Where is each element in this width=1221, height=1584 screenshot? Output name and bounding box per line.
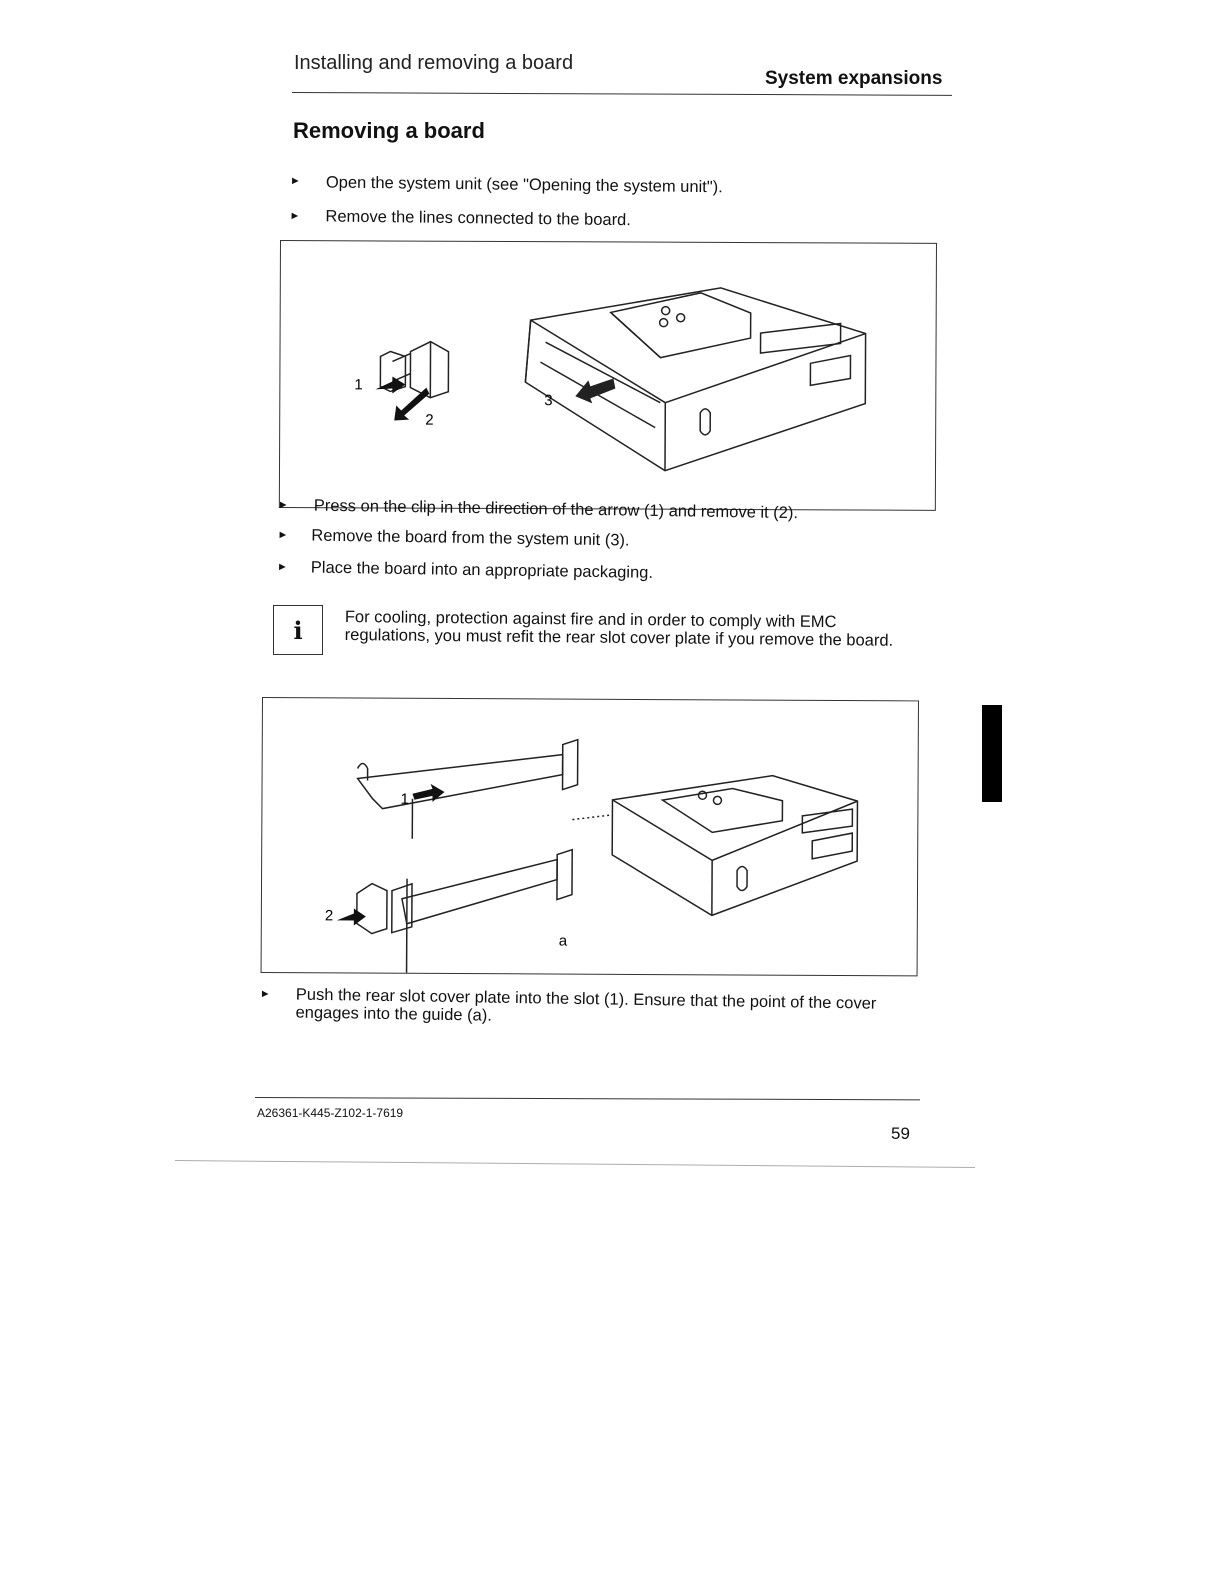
figure-label: 1 — [400, 790, 409, 808]
figure-label: a — [558, 932, 568, 950]
header-chapter-title: System expansions — [765, 68, 943, 89]
list-item — [259, 985, 899, 1031]
footer-rule — [255, 1097, 920, 1100]
page-title: Removing a board — [293, 118, 485, 143]
header-rule — [292, 92, 952, 96]
bullet-arrow-icon: ► — [289, 174, 301, 188]
cover-plate-upper — [357, 754, 562, 810]
chapter-tab-marker — [982, 705, 1002, 802]
cover-plate-lower — [402, 859, 557, 925]
steps-bottom — [259, 985, 899, 1031]
steps-middle — [276, 495, 799, 597]
info-icon — [273, 605, 323, 655]
page-number: 59 — [891, 1124, 910, 1143]
bullet-arrow-icon: ► — [277, 498, 289, 512]
header-section-title: Installing and removing a board — [294, 52, 574, 74]
figure-label: 2 — [425, 411, 434, 429]
document-number: A26361-K445-Z102-1-7619 — [257, 1106, 404, 1120]
bullet-arrow-icon: ► — [277, 528, 289, 542]
step-text: Push the rear slot cover plate into the slot (1). Ensure that the point of the cover engages into the guide (a). — [295, 985, 877, 1025]
figure-label: 1 — [354, 376, 363, 394]
arrow-icon — [394, 388, 429, 421]
figure-remove-board-drawing — [277, 241, 936, 512]
bullet-arrow-icon: ► — [289, 209, 301, 223]
scan-edge-line — [175, 1160, 975, 1168]
figure-refit-cover-plate-drawing — [262, 698, 918, 975]
step-text: Press on the clip in the direction of the arrow (1) and remove it (2). — [313, 496, 799, 523]
figure-remove-board — [279, 240, 937, 511]
figure-label: 3 — [544, 392, 553, 410]
arrow-icon — [337, 908, 366, 925]
list-item — [277, 495, 799, 529]
chassis-outline — [612, 775, 858, 916]
step-text: Open the system unit (see "Opening the system unit"). — [325, 173, 723, 197]
chassis-outline — [525, 287, 866, 471]
steps-top — [289, 172, 723, 248]
list-item — [277, 526, 630, 563]
step-text: Remove the board from the system unit (3). — [311, 526, 630, 550]
info-icon-glyph: i — [293, 615, 303, 645]
step-text: Place the board into an appropriate packaging. — [310, 558, 654, 582]
figure-refit-cover-plate — [261, 697, 919, 976]
bullet-arrow-icon: ► — [276, 560, 288, 574]
arrow-icon — [575, 378, 615, 403]
step-text: Remove the lines connected to the board. — [325, 207, 632, 230]
figure-label: 2 — [324, 907, 334, 925]
bullet-arrow-icon: ► — [259, 987, 271, 1001]
info-note: For cooling, protection against fire and in order to comply with EMC regulations, you must refit the rear slot cover plate if you remove the board. — [344, 608, 894, 650]
list-item — [276, 558, 654, 597]
